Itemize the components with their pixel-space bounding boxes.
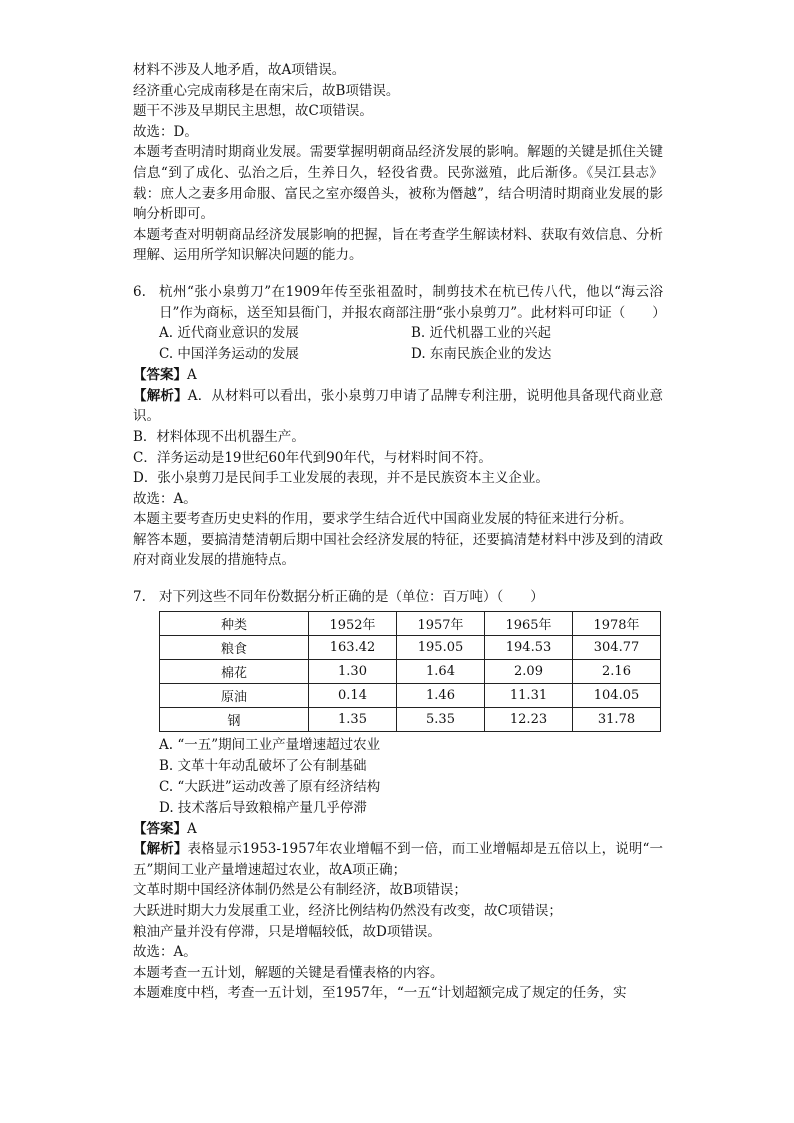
table-cell: 2.09 bbox=[485, 659, 573, 683]
question-stem: 对下列这些不同年份数据分析正确的是（单位：百万吨）（ ） bbox=[159, 589, 544, 606]
text-line: 题干不涉及早期民主思想，故C项错误。 bbox=[133, 103, 373, 120]
table-cell: 104.05 bbox=[573, 683, 661, 707]
table-cell: 12.23 bbox=[485, 707, 573, 731]
table-cell: 2.16 bbox=[573, 659, 661, 683]
q5-analysis-tail bbox=[133, 60, 663, 266]
answer-line bbox=[133, 365, 663, 386]
table-header-row bbox=[160, 611, 661, 635]
summary-paragraph: 本题考查对明朝商品经济发展影响的把握，旨在考查学生解读材料、获取有效信息、分析理解、运用所学知识解决问题的能力。 bbox=[133, 226, 663, 264]
table-cell: 1.64 bbox=[397, 659, 485, 683]
analysis-text: A．从材料可以看出，张小泉剪刀申请了品牌专利注册，说明他具备现代商业意识。 bbox=[133, 387, 664, 425]
table-header-cell: 种类 bbox=[160, 611, 309, 635]
option-b: B. 文革十年动乱破坏了公有制基础 bbox=[159, 757, 367, 774]
summary-paragraph: 解答本题，要搞清楚清朝后期中国社会经济发展的特征，还要搞清楚材料中涉及到的清政府对商业发展的措施特点。 bbox=[133, 531, 663, 569]
text-line: 故选：A。 bbox=[133, 490, 197, 507]
table-cell: 163.42 bbox=[309, 635, 397, 659]
summary-paragraph: 本题考查明清时期商业发展。需要掌握明朝商品经济发展的影响。解题的关键是抓住关键信息“到了成化、弘治之后，生养日久，轻役省费。民弥滋殖，此后渐侈。《吴江县志》载：庶人之妻多用命服、富民之室亦缀兽头，被称为僭越”，结合明清时期商业发展的影响分析即可。 bbox=[133, 144, 663, 223]
question-7-options bbox=[159, 735, 663, 819]
table-cell: 195.05 bbox=[397, 635, 485, 659]
table-cell: 304.77 bbox=[573, 635, 661, 659]
answer-label: 【答案】 bbox=[133, 367, 187, 384]
option-c: C. 中国洋务运动的发展 bbox=[159, 346, 299, 363]
table-cell: 0.14 bbox=[309, 683, 397, 707]
data-table bbox=[159, 611, 661, 732]
question-number: 6. bbox=[133, 283, 146, 300]
table-cell: 原油 bbox=[160, 683, 309, 707]
text-line: 故选：D。 bbox=[133, 123, 198, 140]
table-cell: 1.35 bbox=[309, 707, 397, 731]
summary-line: 本题主要考查历史史料的作用，要求学生结合近代中国商业发展的特征来进行分析。 bbox=[133, 511, 633, 528]
table-header-cell: 1952年 bbox=[309, 611, 397, 635]
option-d: D. 技术落后导致粮棉产量几乎停滞 bbox=[159, 799, 367, 816]
question-7 bbox=[133, 587, 663, 608]
text-line: 经济重心完成南移是在南宋后，故B项错误。 bbox=[133, 82, 400, 99]
question-6-options bbox=[159, 323, 663, 365]
table-row bbox=[160, 635, 661, 659]
table-cell: 11.31 bbox=[485, 683, 573, 707]
table-header-cell: 1978年 bbox=[573, 611, 661, 635]
document-page bbox=[133, 60, 666, 1004]
table-row bbox=[160, 683, 661, 707]
table-cell: 棉花 bbox=[160, 659, 309, 683]
table-row bbox=[160, 707, 661, 731]
text-line: 大跃进时期大力发展重工业，经济比例结构仍然没有改变，故C项错误； bbox=[133, 903, 562, 920]
table-header-cell: 1965年 bbox=[485, 611, 573, 635]
option-d: D. 东南民族企业的发达 bbox=[411, 346, 552, 363]
text-line: 故选：A。 bbox=[133, 944, 197, 961]
table-cell: 194.53 bbox=[485, 635, 573, 659]
analysis-label: 【解析】 bbox=[133, 387, 188, 404]
answer-line bbox=[133, 819, 663, 840]
table-cell: 钢 bbox=[160, 707, 309, 731]
question-number: 7. bbox=[133, 589, 146, 606]
analysis-label: 【解析】 bbox=[133, 841, 188, 858]
analysis-text: 表格显示1953-1957年农业增幅不到一倍，而工业增幅却是五倍以上，说明“一五”期间工业产量增速超过农业，故A项正确； bbox=[133, 841, 663, 878]
text-line: 本题考查一五计划，解题的关键是看懂表格的内容。 bbox=[133, 964, 444, 981]
question-stem: 杭州“张小泉剪刀”在1909年传至张祖盈时，制剪技术在杭已传八代，他以“海云浴日”作为商标，送至知县衙门，并报农商部注册“张小泉剪刀”。此材料可印证（ ） bbox=[159, 283, 666, 321]
text-line: C．洋务运动是19世纪60年代到90年代，与材料时间不符。 bbox=[133, 449, 492, 466]
answer-value: A bbox=[187, 367, 197, 384]
table-cell: 1.30 bbox=[309, 659, 397, 683]
analysis-line bbox=[133, 839, 663, 880]
option-c: C. “大跃进”运动改善了原有经济结构 bbox=[159, 778, 381, 795]
option-a: A. 近代商业意识的发展 bbox=[159, 325, 299, 342]
table-row bbox=[160, 659, 661, 683]
text-line: 粮油产量并没有停滞，只是增幅较低，故D项错误。 bbox=[133, 923, 441, 940]
text-line: B．材料体现不出机器生产。 bbox=[133, 428, 305, 445]
table-header-cell: 1957年 bbox=[397, 611, 485, 635]
table-cell: 5.35 bbox=[397, 707, 485, 731]
answer-value: A bbox=[187, 820, 197, 837]
question-6 bbox=[133, 282, 666, 323]
analysis-line bbox=[133, 386, 663, 427]
text-line: D．张小泉剪刀是民间手工业发展的表现，并不是民族资本主义企业。 bbox=[133, 470, 549, 487]
table-cell: 31.78 bbox=[573, 707, 661, 731]
text-line: 材料不涉及人地矛盾，故A项错误。 bbox=[133, 62, 346, 78]
table-cell: 1.46 bbox=[397, 683, 485, 707]
text-line: 文革时期中国经济体制仍然是公有制经济，故B项错误； bbox=[133, 882, 467, 899]
answer-label: 【答案】 bbox=[133, 820, 187, 837]
option-b: B. 近代机器工业的兴起 bbox=[411, 325, 552, 342]
text-line: 本题难度中档，考查一五计划，至1957年，“一五“计划超额完成了规定的任务，实 bbox=[133, 985, 627, 1002]
table-cell: 粮食 bbox=[160, 635, 309, 659]
option-a: A. “一五”期间工业产量增速超过农业 bbox=[159, 736, 381, 753]
